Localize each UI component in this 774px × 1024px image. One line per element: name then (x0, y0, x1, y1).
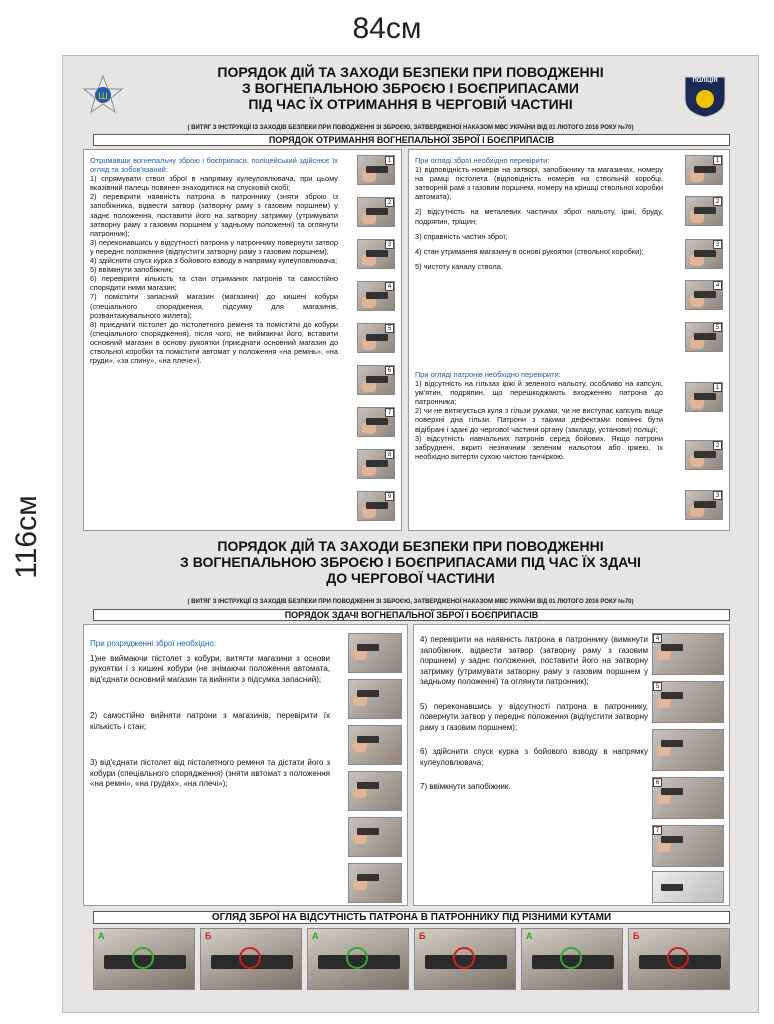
list-item: 7) ввімкнути запобіжник. (420, 782, 511, 791)
section2-bar: ПОРЯДОК ЗДАЧІ ВОГНЕПАЛЬНОЇ ЗБРОЇ І БОЄПРИПАСІВ (93, 609, 730, 621)
step-photo (685, 490, 723, 520)
section2-title-line3: ДО ЧЕРГОВОЇ ЧАСТИНИ (326, 570, 495, 586)
list-item: 1)не виймаючи пістолет з кобури, витягти магазини з основи рукоятки і з кишені кобури (не знімаючи положення автомата, від'єднати основний магазин та вийняти з підсумка запасний); (90, 653, 330, 684)
photo-number: 2 (713, 441, 722, 450)
step-photo (357, 281, 395, 311)
photo-number: 4 (385, 282, 394, 291)
list-item: 4) стан утримання магазину в основі рукоятки (ствольної коробки); (415, 246, 644, 256)
list-item: 5) переконавшись у відсутності патрона в патроннику, повернути затвор у переднє положення (відпустити затворну раму з газовим поршнем); (420, 701, 648, 732)
list-item: 2) перевірити наявність патрона в патроннику (зняти зброю із запобіжника, відвести затвор (затворну раму з газовим поршнем) у заднє положення, поставити його на затворну затримку (утримувати затворну раму з газовим поршнем у задньому положенні) та оглянути патронник); (90, 192, 338, 238)
photo-number: 7 (653, 826, 662, 835)
list-item: 6) здійснити спуск курка з бойового взводу в напрямку кулеуловлювача; (420, 747, 648, 767)
step-photo (652, 633, 724, 675)
angle-photo (307, 928, 409, 990)
step-photo (348, 679, 402, 719)
section1-right-intro1: При огляді зброї необхідно перевірити: (415, 156, 550, 165)
police-badge-label: ПОЛІЦІЯ (692, 78, 718, 84)
photo-number: 1 (713, 156, 722, 165)
angle-photo (200, 928, 302, 990)
angle-label: А (312, 931, 319, 941)
angle-photo (521, 928, 623, 990)
angle-photo (628, 928, 730, 990)
photo-number: 3 (713, 240, 722, 249)
step-photo (357, 197, 395, 227)
photo-number: 4 (713, 281, 722, 290)
photo-number: 2 (713, 197, 722, 206)
list-item: 3) справність частин зброї; (415, 231, 508, 241)
width-dimension: 84см (352, 12, 422, 45)
list-item: 3) відсутність навчальних патронів серед бойових. Якщо патрони забруднені, вкриті незначним зеленим нальотом або іржею, їх необхідно витерти сухою чистою ганчіркою. (415, 433, 663, 461)
step-photo (685, 239, 723, 269)
photo-number: 5 (385, 324, 394, 333)
poster (62, 55, 759, 1013)
section1-right-panel (408, 149, 730, 531)
step-photo (357, 449, 395, 479)
list-item: 1) відсутність на гільзах іржі й зеленого нальоту, особливо на капсулі, ум'ятин, подряпин, що перешкоджають входженню патрона до патронника; (415, 379, 663, 407)
angle-label: Б (419, 931, 426, 941)
step-photo (348, 863, 402, 903)
section1-right-intro2: При огляді патронів необхідно перевірити: (415, 370, 561, 379)
photo-number: 3 (713, 491, 722, 500)
step-photo (357, 239, 395, 269)
step-photo (357, 407, 395, 437)
step-photo (357, 365, 395, 395)
photo-number: 1 (385, 156, 394, 165)
photo-number: 2 (385, 198, 394, 207)
photo-number: 8 (385, 450, 394, 459)
angle-label: А (526, 931, 533, 941)
step-photo (652, 777, 724, 819)
list-item: 2) чи не витягується куля з гільзи руками, чи не виступає капсуль вище поверхні дна гільзи. Патрони з такими дефектами повинні бути відібрані і здані до чергової частини органу (закладу, установи) поліції; (415, 406, 663, 434)
photo-number: 6 (385, 366, 394, 375)
section1-title-line3: ПІД ЧАС ЇХ ОТРИМАННЯ В ЧЕРГОВІЙ ЧАСТИНІ (248, 96, 573, 112)
list-item: 3) від'єднати пістолет від пістолетного ременя та дістати його з кобури (спеціального спорядження) (зняти автомат з положення «на ремні», «на грудях», «на плечі»); (90, 758, 330, 788)
section2-title-line2: З ВОГНЕПАЛЬНОЮ ЗБРОЄЮ І БОЄПРИПАСАМИ ПІД ЧАС ЇХ ЗДАЧІ (180, 554, 641, 570)
list-item: 3) переконавшись у відсутності патрона у патроннику повернути затвор у переднє положення (відпустити затворну раму з газовим поршнем); (90, 237, 338, 256)
step-photo (348, 633, 402, 673)
photo-number: 3 (385, 240, 394, 249)
section2-subtitle: ( ВИТЯГ З ІНСТРУКЦІЇ ІЗ ЗАХОДІВ БЕЗПЕКИ ПРИ ПОВОДЖЕННІ ЗІ ЗБРОЄЮ, ЗАТВЕРДЖЕНОЇ НАКАЗОМ МВС УКРАЇНИ ВІД 01 ЛЮТОГО 2016 РОКУ №70) (187, 599, 634, 605)
step-photo (357, 323, 395, 353)
bottom-bar: ОГЛЯД ЗБРОЇ НА ВІДСУТНІСТЬ ПАТРОНА В ПАТРОННИКУ ПІД РІЗНИМИ КУТАМИ (93, 911, 730, 924)
photo-number: 5 (653, 682, 662, 691)
section1-left-panel (83, 149, 402, 531)
section1-title-line1: ПОРЯДОК ДІЙ ТА ЗАХОДИ БЕЗПЕКИ ПРИ ПОВОДЖЕННІ (217, 64, 604, 80)
svg-text:Ш: Ш (98, 92, 108, 102)
angle-label: Б (205, 931, 212, 941)
section1-subtitle: ( ВИТЯГ З ІНСТРУКЦІЇ ІЗ ЗАХОДІВ БЕЗПЕКИ ПРИ ПОВОДЖЕННІ ЗІ ЗБРОЄЮ, ЗАТВЕРДЖЕНОЇ НАКАЗОМ МВС УКРАЇНИ ВІД 01 ЛЮТОГО 2016 РОКУ №70) (187, 125, 634, 131)
list-item: 4) здійснити спуск курка з бойового взводу в напрямку кулеуловлювача; (90, 256, 338, 266)
step-photo (348, 771, 402, 811)
step-photo (685, 440, 723, 470)
step-photo (685, 196, 723, 226)
list-item: 5) ввімкнути запобіжник; (90, 265, 174, 275)
photo-number: 9 (385, 492, 394, 501)
pistol-parts-photo (652, 871, 724, 903)
step-photo (685, 322, 723, 352)
height-dimension: 116см (10, 495, 43, 579)
step-photo (357, 491, 395, 521)
list-item: 5) чистоту каналу ствола. (415, 261, 503, 271)
angle-photo (93, 928, 195, 990)
list-item: 7) помістити запасний магазин (магазини) до кишені кобури (спеціального спорядження, підсумку для магазинів, розвантажувального жилета); (90, 292, 338, 320)
step-photo (685, 382, 723, 412)
list-item: 2) відсутність на металевих частинах зброї нальоту, іржі, бруду, подряпин, тріщин; (415, 207, 663, 226)
section2-right-panel (413, 624, 730, 906)
angle-label: Б (633, 931, 640, 941)
step-photo (652, 729, 724, 771)
photo-number: 7 (385, 408, 394, 417)
step-photo (685, 280, 723, 310)
section2-left-panel (83, 624, 408, 906)
photo-number: 4 (653, 634, 662, 643)
section1-bar: ПОРЯДОК ОТРИМАННЯ ВОГНЕПАЛЬНОЇ ЗБРОЇ І БОЄПРИПАСІВ (93, 134, 730, 146)
list-item: 2) самостійно вийняти патрони з магазинів, перевірити їх кількість і стан; (90, 711, 330, 731)
step-photo (652, 681, 724, 723)
list-item: 1) спрямувати ствол зброї в напрямку кулеуловлювача, при цьому вказівний палець повинен знаходитися на спусковій скобі; (90, 174, 338, 193)
step-photo (685, 155, 723, 185)
photo-number: 6 (653, 778, 662, 787)
list-item: 1) відповідність номерів на затворі, запобіжнику та магазинах, номеру на рамці пістолета (відповідність номерів на ствольній коробці, затворній рамі з газовим поршнем, номеру на кришці ствольної коробки автомата); (415, 165, 663, 202)
section1-title-line2: З ВОГНЕПАЛЬНОЮ ЗБРОЄЮ І БОЄПРИПАСАМИ (242, 80, 579, 96)
step-photo (348, 817, 402, 857)
list-item: 6) перевірити кількість та стан отриманих патронів та самостійно спорядити ними магазин; (90, 274, 338, 293)
section2-left-intro: При розрядженні зброї необхідно: (90, 639, 217, 648)
angle-label: А (98, 931, 105, 941)
photo-number: 1 (713, 383, 722, 392)
section2-title-line1: ПОРЯДОК ДІЙ ТА ЗАХОДИ БЕЗПЕКИ ПРИ ПОВОДЖЕННІ (217, 538, 604, 554)
list-item: 4) перевірити на наявність патрона в патроннику (вимкнути запобіжник, відвести затвор (затворну раму з газовим поршнем) у заднє положення, поставити його на затворну затримку (утримувати затворну раму з газовим поршнем у задньому положенні) та оглянути патронник); (420, 635, 648, 686)
step-photo (348, 725, 402, 765)
photo-number: 5 (713, 323, 722, 332)
section1-left-intro: Отримавши вогнепальну зброю і боєприпаси, поліцейський здійснює їх огляд та зобов'язаний: (90, 156, 338, 175)
step-photo (652, 825, 724, 867)
list-item: 8) приєднати пістолет до пістолетного ременя та помістити до кобури (спеціального спорядження), після чого, не виймаючи його, вставити основний магазин в основу рукоятки (приєднати основний магазин до ствольної коробки та помістити автомат у положення «на ремінь», «на груди», «за спину», «на плече»). (90, 319, 338, 366)
step-photo (357, 155, 395, 185)
angle-photo (414, 928, 516, 990)
